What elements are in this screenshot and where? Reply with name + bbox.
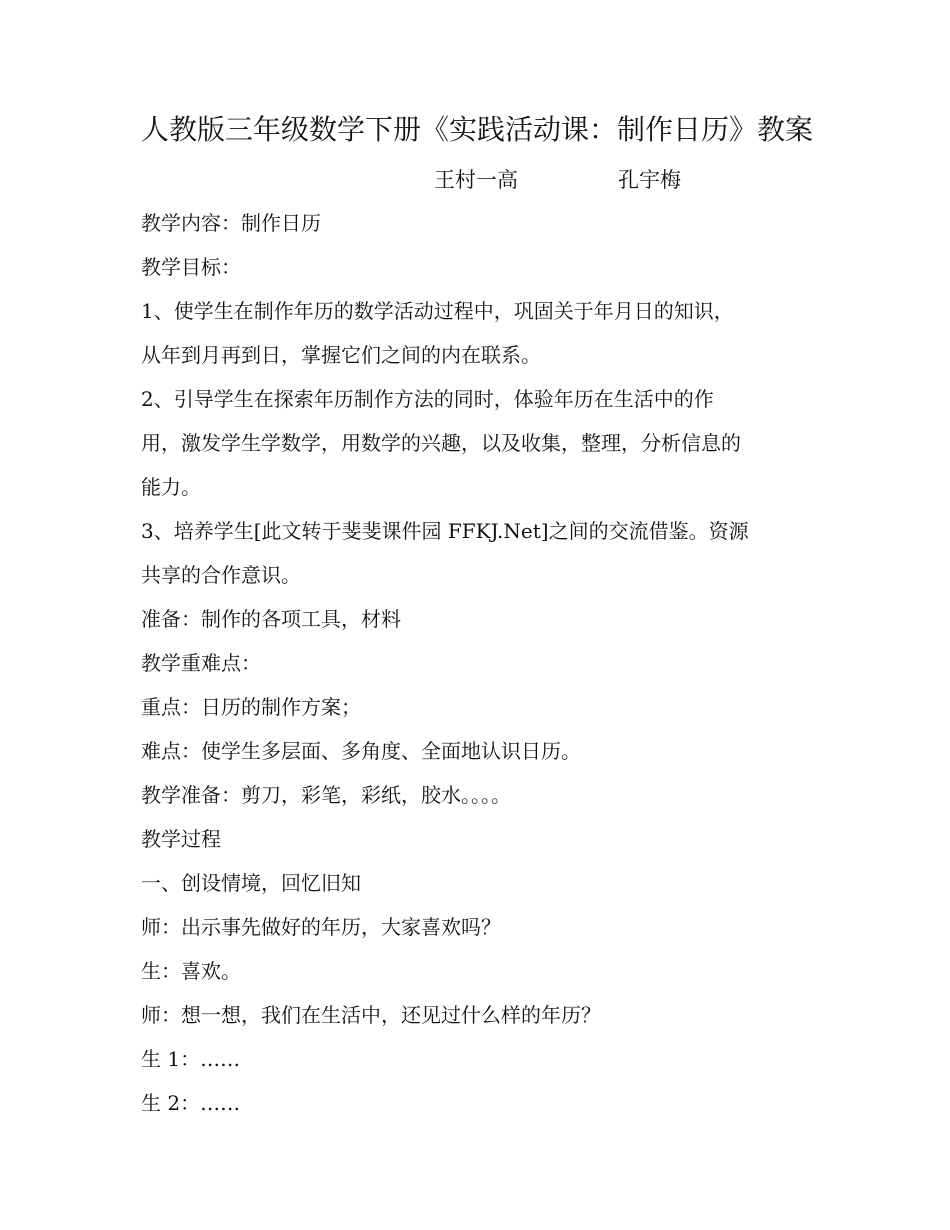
text-line: 用，激发学生学数学，用数学的兴趣，以及收集，整理，分析信息的 — [141, 431, 741, 455]
document-body — [141, 201, 811, 1125]
text-line: 能力。 — [141, 475, 201, 499]
text-line: 师：想一想，我们在生活中，还见过什么样的年历？ — [141, 1003, 601, 1027]
text-line: 生 1：…… — [141, 1047, 241, 1071]
text-line: 教学过程 — [141, 827, 221, 851]
text-line: 2、引导学生在探索年历制作方法的同时，体验年历在生活中的作 — [141, 387, 714, 411]
text-line: 教学重难点： — [141, 651, 261, 675]
text-line: 生 2：…… — [141, 1091, 241, 1115]
text-line: 生：喜欢。 — [141, 959, 241, 983]
text-line: 共享的合作意识。 — [141, 563, 301, 587]
text-line: 从年到月再到日，掌握它们之间的内在联系。 — [141, 343, 541, 367]
text-line: 难点：使学生多层面、多角度、全面地认识日历。 — [141, 739, 581, 763]
text-line: 教学目标： — [141, 255, 241, 279]
text-line: 1、使学生在制作年历的数学活动过程中，巩固关于年月日的知识， — [141, 299, 734, 323]
author-school: 王村一高 — [434, 168, 518, 192]
document-title: 人教版三年级数学下册《实践活动课：制作日历》教案 — [141, 113, 814, 146]
text-line: 教学准备：剪刀，彩笔，彩纸，胶水。。。。 — [141, 783, 511, 807]
text-line: 师：出示事先做好的年历，大家喜欢吗？ — [141, 915, 501, 939]
text-line: 教学内容：制作日历 — [141, 211, 321, 235]
author-name: 孔宇梅 — [618, 168, 681, 192]
text-line: 3、培养学生[此文转于斐斐课件园 FFKJ.Net]之间的交流借鉴。资源 — [141, 519, 749, 543]
text-line: 重点：日历的制作方案； — [141, 695, 361, 719]
text-line: 一、创设情境，回忆旧知 — [141, 871, 361, 895]
text-line: 准备：制作的各项工具，材料 — [141, 607, 401, 631]
